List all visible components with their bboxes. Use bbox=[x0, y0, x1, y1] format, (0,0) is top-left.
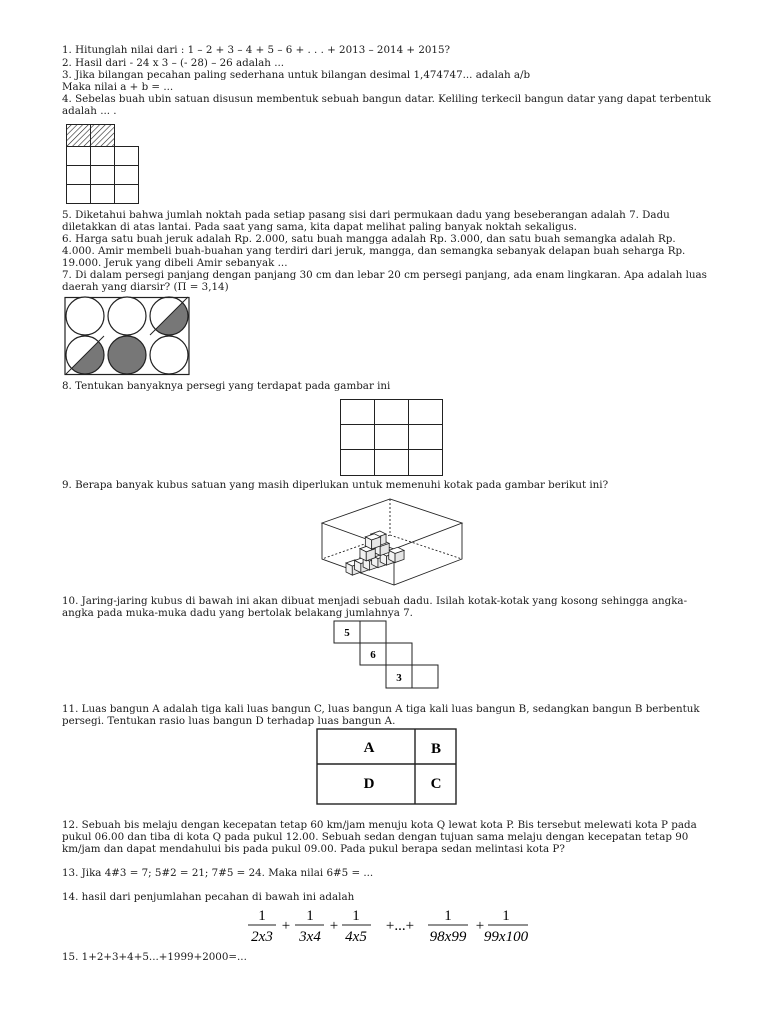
shape-a-label: A bbox=[363, 740, 375, 756]
net-cell-6: 6 bbox=[370, 649, 376, 661]
question-12-line-2: pukul 06.00 dan tiba di kota Q pada pukul 12.00. Sebuah sedan dengan tujuan sama melaju dengan kecepatan tetap 90 bbox=[62, 831, 689, 843]
question-10-line-2: angka pada muka-muka dadu yang bertolak belakang jumlahnya 7. bbox=[62, 607, 413, 619]
question-12-line-1: 12. Sebuah bis melaju dengan kecepatan tetap 60 km/jam menuju kota Q lewat kota P. Bis tersebut melewati kota P pada bbox=[62, 819, 697, 831]
question-8: 8. Tentukan banyaknya persegi yang terdapat pada gambar ini bbox=[62, 380, 391, 392]
fraction-2-numerator: 1 bbox=[306, 908, 314, 924]
question-3-line-2: Maka nilai a + b = ... bbox=[62, 81, 174, 93]
fraction-2-denominator: 3x4 bbox=[299, 929, 321, 945]
net-cell-5: 5 bbox=[344, 627, 350, 639]
fraction-3-denominator: 4x5 bbox=[345, 929, 367, 945]
area-shapes-figure bbox=[316, 728, 458, 806]
question-7-line-1: 7. Di dalam persegi panjang dengan panjang 30 cm dan lebar 20 cm persegi panjang, ada enam lingkaran. Apa adalah luas bbox=[62, 269, 707, 281]
shape-b-label: B bbox=[430, 741, 442, 757]
question-4-line-1: 4. Sebelas buah ubin satuan disusun membentuk sebuah bangun datar. Keliling terkecil bangun datar yang dapat terbentuk bbox=[62, 93, 711, 105]
question-5-line-1: 5. Diketahui bahwa jumlah noktah pada setiap pasang sisi dari permukaan dadu yang beseberangan adalah 7. Dadu bbox=[62, 209, 670, 221]
question-2: 2. Hasil dari - 24 x 3 – (- 28) – 26 adalah ... bbox=[62, 57, 285, 69]
cube-net-figure bbox=[333, 620, 441, 692]
question-3-line-1: 3. Jika bilangan pecahan paling sederhana untuk bilangan desimal 1,474747... adalah a/b bbox=[62, 69, 531, 81]
fraction-5-numerator: 1 bbox=[502, 908, 510, 924]
fraction-1-denominator: 2x3 bbox=[251, 929, 273, 945]
question-14-line-1: 14. hasil dari penjumlahan pecahan di bawah ini adalah bbox=[62, 891, 355, 903]
question-6-line-2: 4.000. Amir membeli buah-buahan yang terdiri dari jeruk, mangga, dan semangka sebanyak delapan buah seharga Rp. bbox=[62, 245, 686, 257]
fraction-4-numerator: 1 bbox=[444, 908, 452, 924]
question-12-line-3: km/jam dan dapat mendahului bis pada pukul 09.00. Pada pukul berapa sedan melintasi kota P? bbox=[62, 843, 565, 855]
plus-sign: + bbox=[329, 918, 339, 934]
shape-c-label: C bbox=[430, 776, 442, 792]
plus-sign: + bbox=[475, 918, 485, 934]
question-11-line-2: persegi. Tentukan rasio luas bangun D terhadap luas bangun A. bbox=[62, 715, 396, 727]
question-4-line-2: adalah ... . bbox=[62, 105, 117, 117]
tile-grid-figure bbox=[66, 124, 142, 204]
fraction-1-numerator: 1 bbox=[258, 908, 266, 924]
question-10-line-1: 10. Jaring-jaring kubus di bawah ini akan dibuat menjadi sebuah dadu. Isilah kotak-kotak yang kosong sehingga angka- bbox=[62, 595, 688, 607]
question-5-line-2: diletakkan di atas lantai. Pada saat yang sama, kita dapat melihat paling banyak noktah sekaligus. bbox=[62, 221, 577, 233]
unit-cubes bbox=[318, 493, 466, 593]
fraction-sum-formula bbox=[240, 904, 540, 948]
question-9: 9. Berapa banyak kubus satuan yang masih diperlukan untuk memenuhi kotak pada gambar berikut ini? bbox=[62, 479, 609, 491]
fraction-5-denominator: 99x100 bbox=[483, 929, 529, 945]
question-11-line-1: 11. Luas bangun A adalah tiga kali luas bangun C, luas bangun A tiga kali luas bangun B, sedangkan bangun B berbentuk bbox=[62, 703, 700, 715]
question-6-line-1: 6. Harga satu buah jeruk adalah Rp. 2.000, satu buah mangga adalah Rp. 3.000, dan satu buah semangka adalah Rp. bbox=[62, 233, 676, 245]
shape-d-label: D bbox=[363, 776, 375, 792]
question-1: 1. Hitunglah nilai dari : 1 – 2 + 3 – 4 + 5 – 6 + . . . + 2013 – 2014 + 2015? bbox=[62, 44, 451, 56]
plus-sign: + bbox=[281, 918, 291, 934]
question-13: 13. Jika 4#3 = 7; 5#2 = 21; 7#5 = 24. Maka nilai 6#5 = ... bbox=[62, 867, 374, 879]
squares-grid-figure bbox=[340, 399, 444, 477]
net-cell-3: 3 bbox=[396, 672, 402, 684]
circles-rectangle-figure bbox=[64, 297, 190, 375]
question-7-line-2: daerah yang diarsir? (Π = 3,14) bbox=[62, 281, 229, 293]
fraction-4-denominator: 98x99 bbox=[429, 929, 467, 945]
question-15: 15. 1+2+3+4+5...+1999+2000=... bbox=[62, 951, 247, 963]
fraction-3-numerator: 1 bbox=[352, 908, 360, 924]
question-6-line-3: 19.000. Jeruk yang dibeli Amir sebanyak ... bbox=[62, 257, 288, 269]
plus-ellipsis: +...+ bbox=[385, 918, 415, 934]
